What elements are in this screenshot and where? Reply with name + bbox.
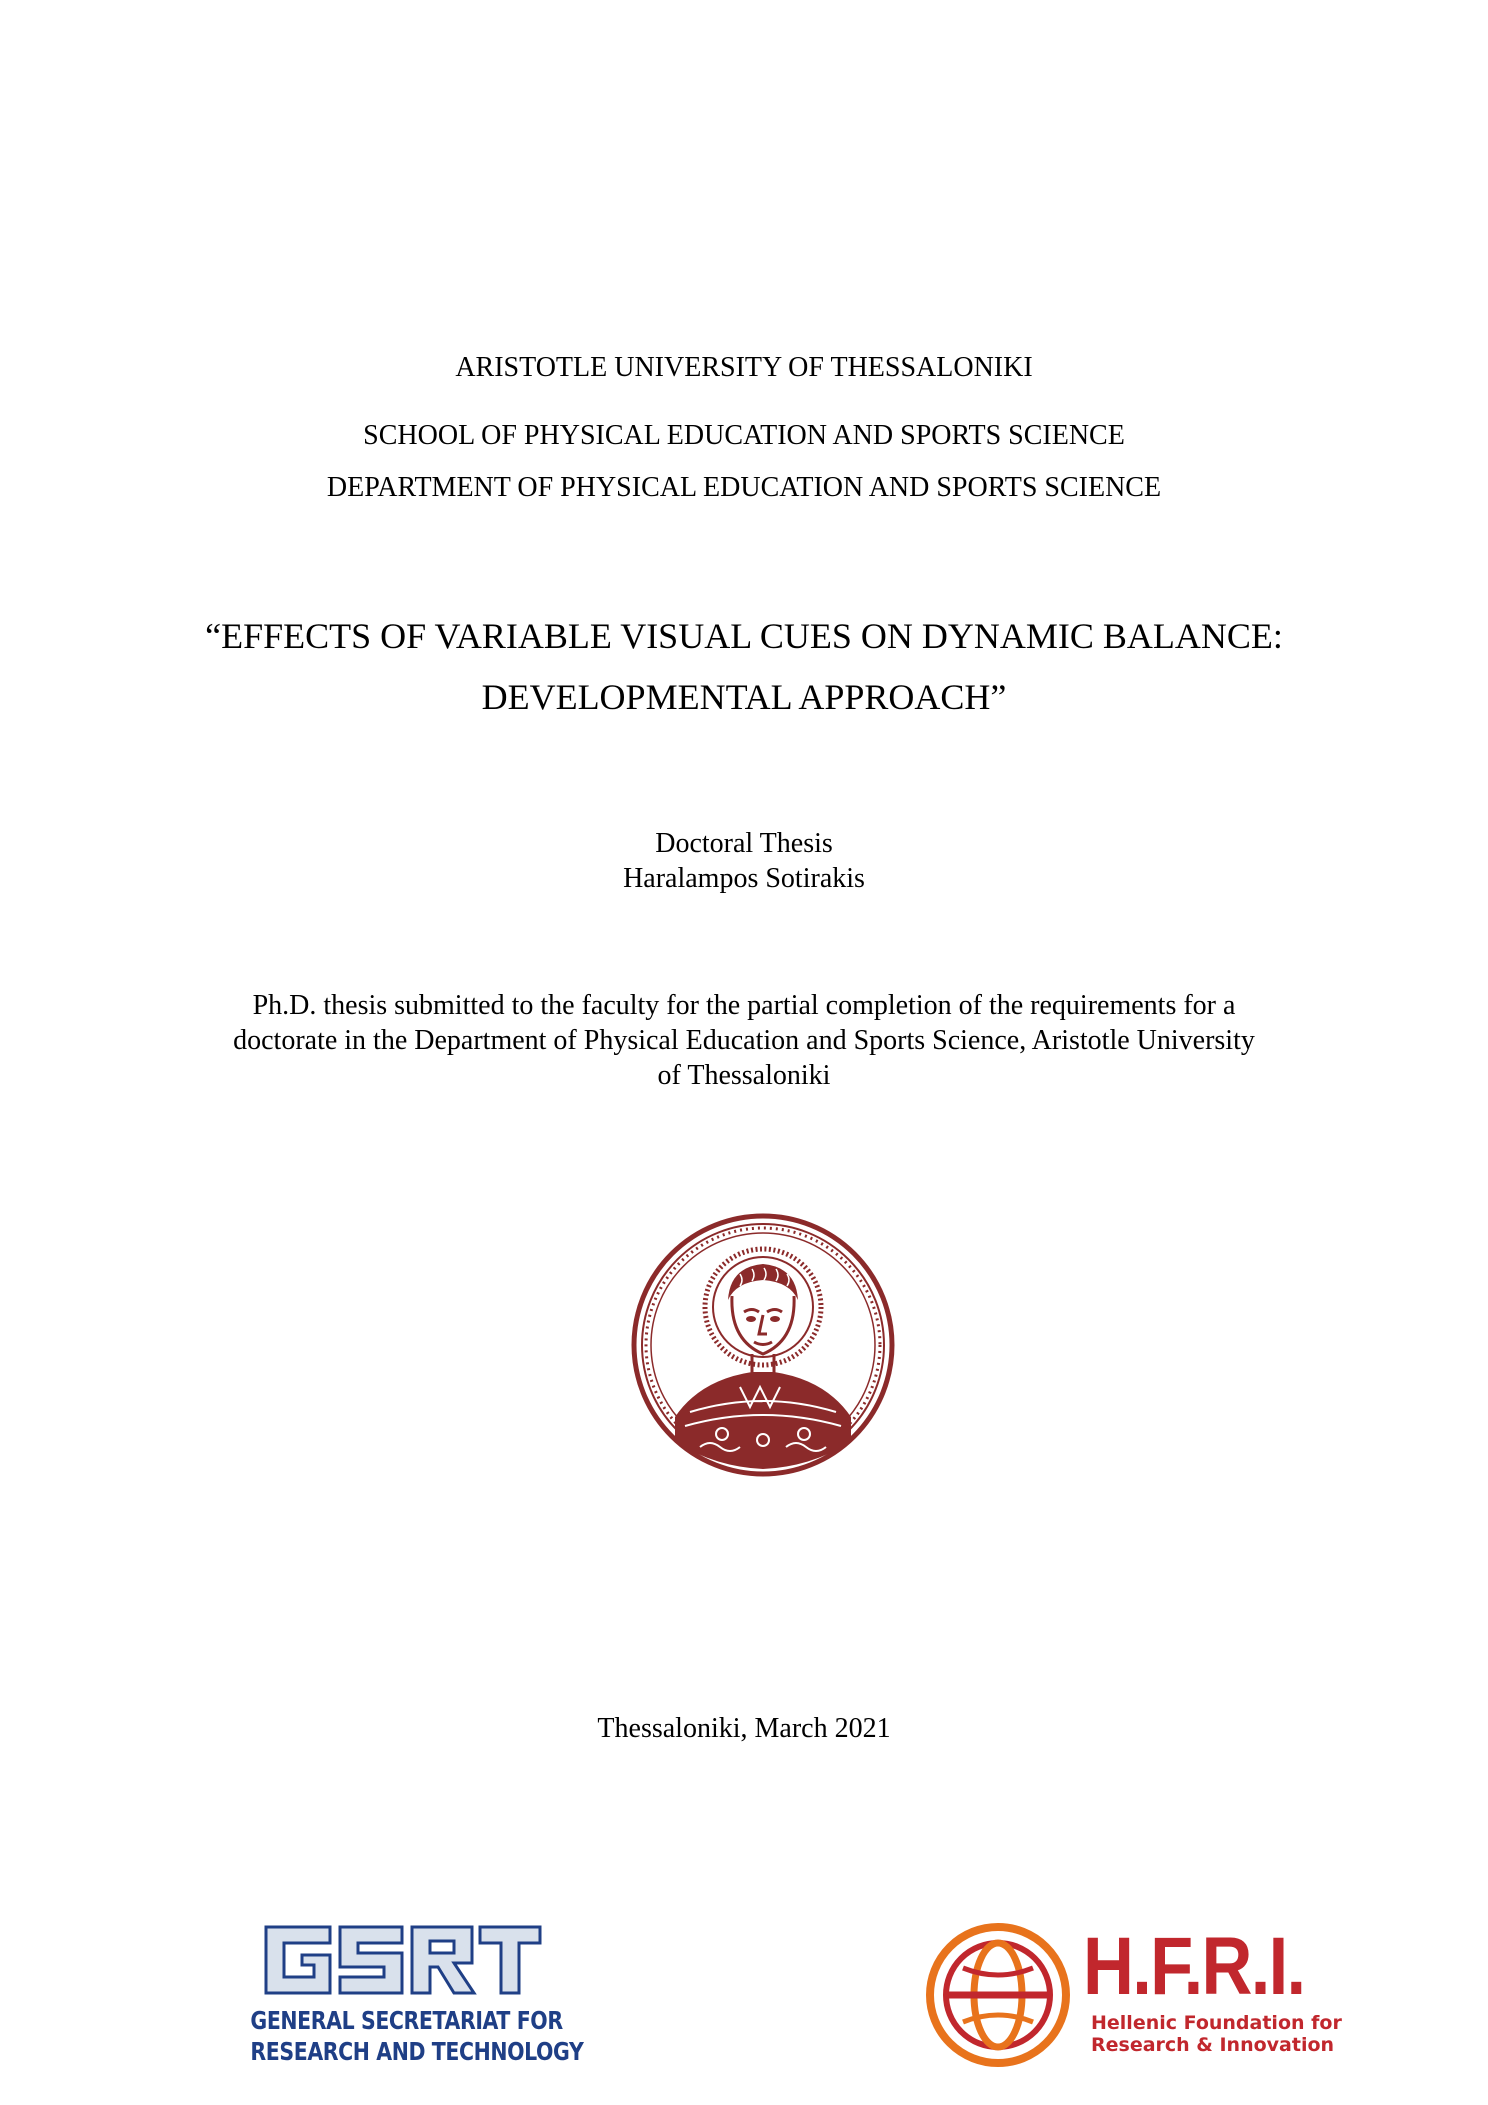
hfri-acronym: H.F.R.I. bbox=[1083, 1921, 1305, 2012]
department-name: DEPARTMENT OF PHYSICAL EDUCATION AND SPORTS SCIENCE bbox=[326, 472, 1162, 503]
school-name: SCHOOL OF PHYSICAL EDUCATION AND SPORTS SCIENCE bbox=[363, 420, 1125, 451]
thesis-title-line-2: DEVELOPMENTAL APPROACH” bbox=[481, 677, 1007, 717]
gsrt-mark-icon bbox=[218, 1915, 578, 2007]
submission-statement-line-3: of Thessaloniki bbox=[657, 1060, 831, 1091]
place-and-date: Thessaloniki, March 2021 bbox=[597, 1713, 891, 1744]
university-name: ARISTOTLE UNIVERSITY OF THESSALONIKI bbox=[455, 352, 1033, 383]
thesis-title-line-1: “EFFECTS OF VARIABLE VISUAL CUES ON DYNAMIC BALANCE: bbox=[205, 616, 1283, 656]
university-seal-icon bbox=[630, 1212, 896, 1478]
gsrt-name-line-2: RESEARCH AND TECHNOLOGY bbox=[250, 2037, 584, 2066]
submission-statement-line-2: doctorate in the Department of Physical Education and Sports Science, Aristotle University bbox=[233, 1025, 1255, 1056]
submission-statement-line-1: Ph.D. thesis submitted to the faculty for the partial completion of the requirements for a bbox=[252, 990, 1236, 1021]
hfri-emblem-icon bbox=[923, 1920, 1073, 2070]
thesis-type: Doctoral Thesis bbox=[655, 828, 833, 859]
gsrt-logo bbox=[218, 1915, 584, 2075]
thesis-author: Haralampos Sotirakis bbox=[623, 863, 865, 894]
hfri-logo bbox=[923, 1912, 1342, 2072]
hfri-name-line-2: Research & Innovation bbox=[1091, 2034, 1335, 2056]
gsrt-name-line-1: GENERAL SECRETARIAT FOR bbox=[250, 2006, 563, 2035]
hfri-name-line-1: Hellenic Foundation for bbox=[1091, 2012, 1342, 2034]
